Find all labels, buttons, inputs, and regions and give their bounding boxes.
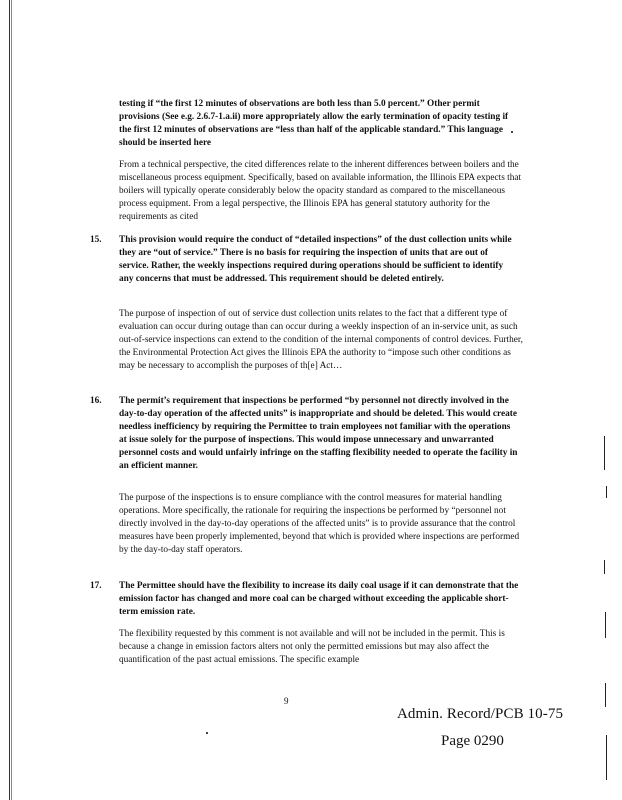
scan-speck xyxy=(206,732,208,734)
paragraph-17-comment: The Permittee should have the flexibility to increase its daily coal usage if it can demonstrate that the emission factor has changed and more coal can be charged without exceeding the applicable short-term emission rate. xyxy=(119,581,519,617)
scan-margin-mark xyxy=(604,436,605,470)
scan-margin-mark xyxy=(605,612,606,638)
paragraph-15-response: The purpose of inspection of out of service dust collection units relates to the fact that a different type of evaluation can occur during outage than can occur during a weekly inspection of an in-service unit, as such out-of-service inspections can extend to the condition of the internal components of control devices. Further, the Environmental Protection Act gives the Illinois EPA the authority to “impose such other conditions as may be necessary to accomplish the purposes of th[e] Act… xyxy=(119,309,523,371)
page-number: 9 xyxy=(284,696,289,706)
paragraph-opacity-comment: testing if “the first 12 minutes of observations are both less than 5.0 percent.” Other permit provisions (See e.g. 2.6.7-1.a.ii) more appropriately allow the early termination of opacity testing if the first 12 minutes of observations are “less than half of the applicable standard.” This language should be inserted here xyxy=(119,99,509,148)
scan-edge-line xyxy=(11,0,12,800)
paragraph-16-response: The purpose of the inspections is to ensure compliance with the control measures for material handling operations. More specifically, the rationale for requiring the inspections be performed by “personnel not directly involved in the day-to-day operations of the affected units” is to provide assurance that the control measures have been properly implemented, beyond that which is provided where inspections are performed by the day-to-day staff operators. xyxy=(119,493,520,555)
paragraph-16-comment: The permit’s requirement that inspections be performed “by personnel not directly involved in the day-to-day operation of the affected units” is inappropriate and should be deleted. This would create needless inefficiency by requiring the Permittee to train employees not familiar with the operations at issue solely for the purpose of inspections. This would impose unnecessary and unwarranted personnel costs and would unfairly infringe on the staffing flexibility needed to operate the facility in an efficient manner. xyxy=(119,396,518,471)
item-number-17: 17. xyxy=(90,581,102,591)
item-number-15: 15. xyxy=(90,235,102,245)
page-stamp: Page 0290 xyxy=(441,733,504,749)
paragraph-15-comment: This provision would require the conduct of “detailed inspections” of the dust collection units while they are “out of service.” There is no basis for requiring the inspection of units that are out of service. Rather, the weekly inspections required during operations should be sufficient to identify any concerns that must be addressed. This requirement should be deleted entirely. xyxy=(119,235,512,284)
admin-record-stamp: Admin. Record/PCB 10-75 xyxy=(397,706,564,722)
scan-margin-mark xyxy=(605,683,606,707)
scan-edge-line xyxy=(9,0,10,800)
scan-margin-mark xyxy=(606,735,607,780)
item-number-16: 16. xyxy=(90,396,102,406)
paragraph-17-response: The flexibility requested by this comment is not available and will not be included in the permit. This is because a change in emission factors alters not only the permitted emissions but may also affect the quantification of the past actual emissions. The specific example xyxy=(119,629,505,665)
paragraph-opacity-response: From a technical perspective, the cited differences relate to the inherent differences between boilers and the miscellaneous process equipment. Specifically, based on available information, the Illinois EPA expects that boilers will typically operate considerably below the opacity standard as compared to the miscellaneous process equipment. From a legal perspective, the Illinois EPA has general statutory authority for the requirements as cited xyxy=(119,160,522,222)
scan-margin-mark xyxy=(606,486,607,498)
scan-margin-mark xyxy=(604,560,605,574)
